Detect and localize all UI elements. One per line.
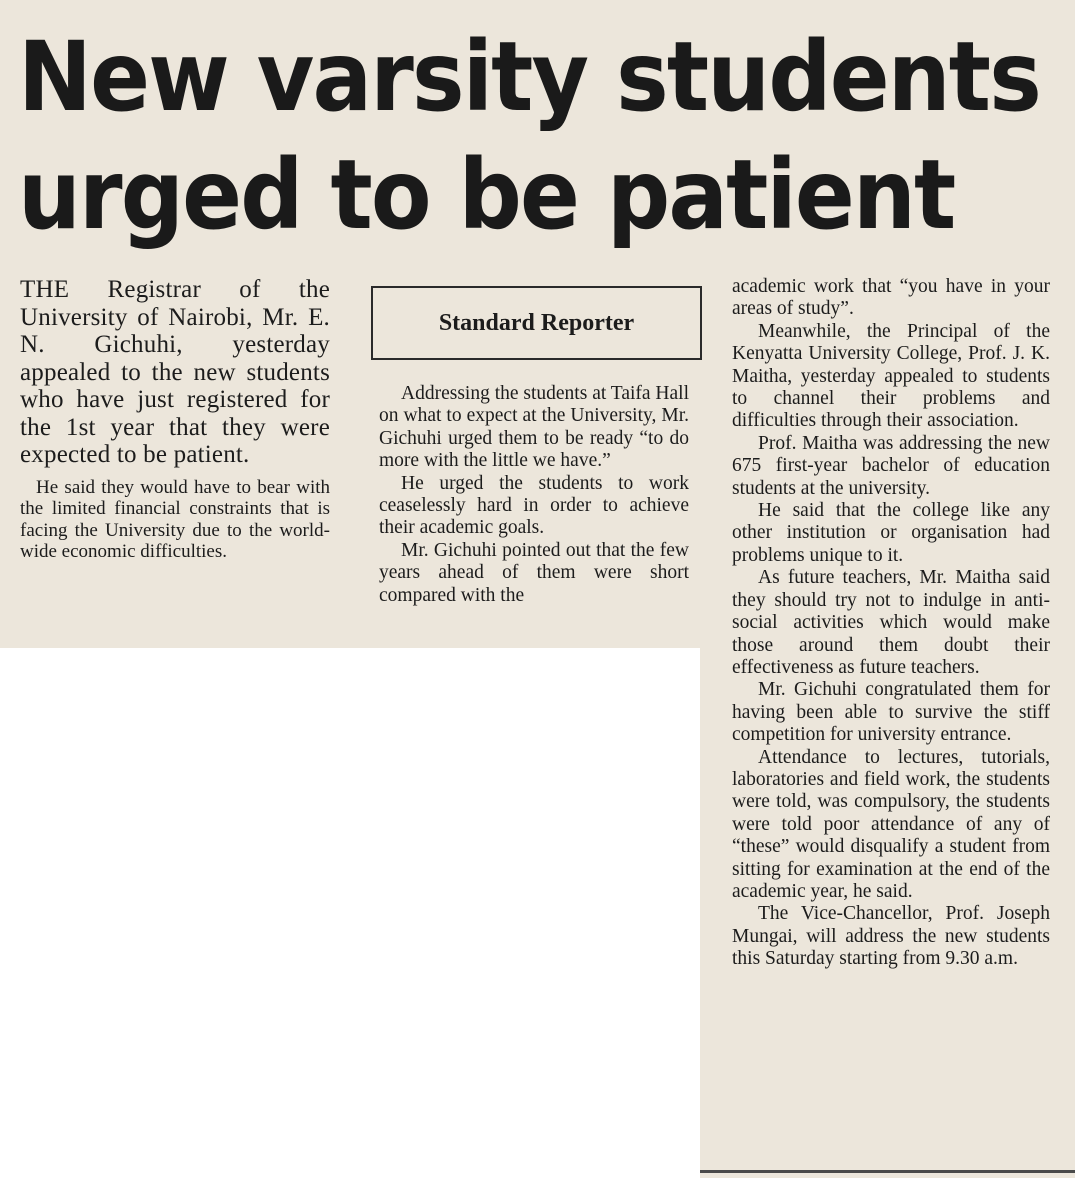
- article-paragraph: He said they would have to bear with the limited financial constraints that is facing the University due to the world-wide economic difficulties.: [20, 476, 330, 562]
- article-paragraph: He urged the students to work ceaselessly hard in order to achieve their academic goals.: [379, 472, 689, 539]
- article-paragraph: Meanwhile, the Principal of the Kenyatta University College, Prof. J. K. Maitha, yesterday appealed to students to channel their problems and difficulties through their association.: [732, 320, 1050, 432]
- article-paragraph: The Vice-Chancellor, Prof. Joseph Mungai, will address the new students this Saturday starting from 9.30 a.m.: [732, 903, 1050, 970]
- headline-line-1: New varsity students: [18, 21, 1040, 133]
- article-paragraph: He said that the college like any other institution or organisation had problems unique to it.: [732, 500, 1050, 566]
- byline-box: [371, 286, 702, 360]
- article-column-2: [379, 383, 689, 607]
- lead-paragraph: THE Registrar of the University of Nairobi, Mr. E. N. Gichuhi, yesterday appealed to the new students who have just registered for the 1st year that they were expected to be patient.: [20, 276, 330, 468]
- article-paragraph: Prof. Maitha was addressing the new 675 first-year bachelor of education students at the university.: [732, 432, 1050, 499]
- article-paragraph: Addressing the students at Taifa Hall on what to expect at the University, Mr. Gichuhi urged them to be ready “to do more with the little we have.”: [379, 383, 690, 472]
- headline-line-2: urged to be patient: [18, 139, 955, 251]
- article-paragraph: Mr. Gichuhi pointed out that the few years ahead of them were short compared with the: [379, 539, 689, 606]
- article-paragraph: Mr. Gichuhi congratulated them for having been able to survive the stiff competition for university entrance.: [732, 679, 1050, 746]
- article-paragraph: Attendance to lectures, tutorials, laboratories and field work, the students were told, was compulsory, the students were told poor attendance of any of “these” would disqualify a student from sitting for examination at the end of the academic year, he said.: [732, 746, 1050, 902]
- article-paragraph: As future teachers, Mr. Maitha said they should try not to indulge in anti-social activities which would make those around them doubt their effectiveness as future teachers.: [732, 567, 1050, 678]
- article-column-1: [20, 276, 330, 563]
- byline: Standard Reporter: [438, 309, 635, 336]
- column-end-rule: [700, 1170, 1075, 1173]
- continued-paragraph: academic work that “you have in your areas of study”.: [732, 276, 1050, 320]
- article-column-3: [732, 276, 1050, 971]
